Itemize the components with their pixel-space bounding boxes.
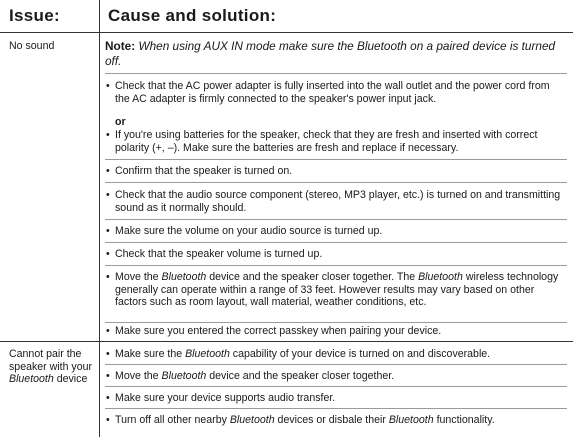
list-item-text: Check that the AC power adapter is fully inserted into the wall outlet and the power cord from the AC adapter is firmly connected to the speaker's power input jack. [115,80,550,105]
bullet: • [106,271,110,283]
item-separator [105,386,567,387]
list-item-text: Move the Bluetooth device and the speaker closer together. The Bluetooth wireless technology generally can operate within a range of 33 feet. However results may vary based on other factors such as room layout, wall material, weather conditions, etc. [115,271,559,309]
item-separator [105,408,567,409]
bullet: • [106,348,110,360]
bullet: • [106,165,110,177]
list-item-text: Make sure the Bluetooth capability of your device is turned on and discoverable. [115,348,491,360]
bullet: • [106,80,110,92]
item-separator [105,265,567,266]
table-row-no-sound [0,33,573,333]
bullet: • [106,129,110,141]
bullet: • [106,414,110,426]
table-row-cannot-pair [0,342,573,437]
item-separator [105,322,567,323]
item-separator [105,182,567,183]
issue-cell: Cannot pair the speaker with your Bluetooth device [9,348,93,385]
bullet: • [106,225,110,237]
or-label: or [115,116,126,128]
list-item-text: Turn off all other nearby Bluetooth devices or disbale their Bluetooth functionality. [115,414,495,426]
item-separator [105,219,567,220]
list-item-text: Check that the audio source component (stereo, MP3 player, etc.) is turned on and transmitting sound as it normally should. [115,189,561,214]
list-item-text: Move the Bluetooth device and the speaker closer together. [115,370,395,382]
item-separator [105,364,567,365]
bullet: • [106,189,110,201]
item-separator [105,73,567,74]
header-cause-and-solution: Cause and solution: [108,6,277,25]
cause-cell [105,33,567,333]
note-label: Note: [105,39,136,53]
item-separator [105,159,567,160]
bullet: • [106,248,110,260]
bullet: • [106,370,110,382]
list-item-text: Make sure the volume on your audio source is turned up. [115,225,383,237]
header-issue: Issue: [9,6,60,25]
item-separator [105,242,567,243]
note-text: When using AUX IN mode make sure the Bluetooth on a paired device is turned off. [105,39,556,68]
bullet: • [106,325,110,337]
note [105,39,565,68]
bullet: • [106,392,110,404]
list-item-text: Check that the speaker volume is turned up. [115,248,323,260]
issue-cell: No sound [9,40,55,52]
list-item-text: If you're using batteries for the speaker, check that they are fresh and inserted with correct polarity (+, –). Make sure the batteries are fresh and replace if necessary. [115,129,538,154]
list-item-text: Make sure you entered the correct passkey when pairing your device. [115,325,442,337]
list-item-text: Make sure your device supports audio transfer. [115,392,336,404]
cause-cell [105,342,567,437]
list-item-text: Confirm that the speaker is turned on. [115,165,293,177]
